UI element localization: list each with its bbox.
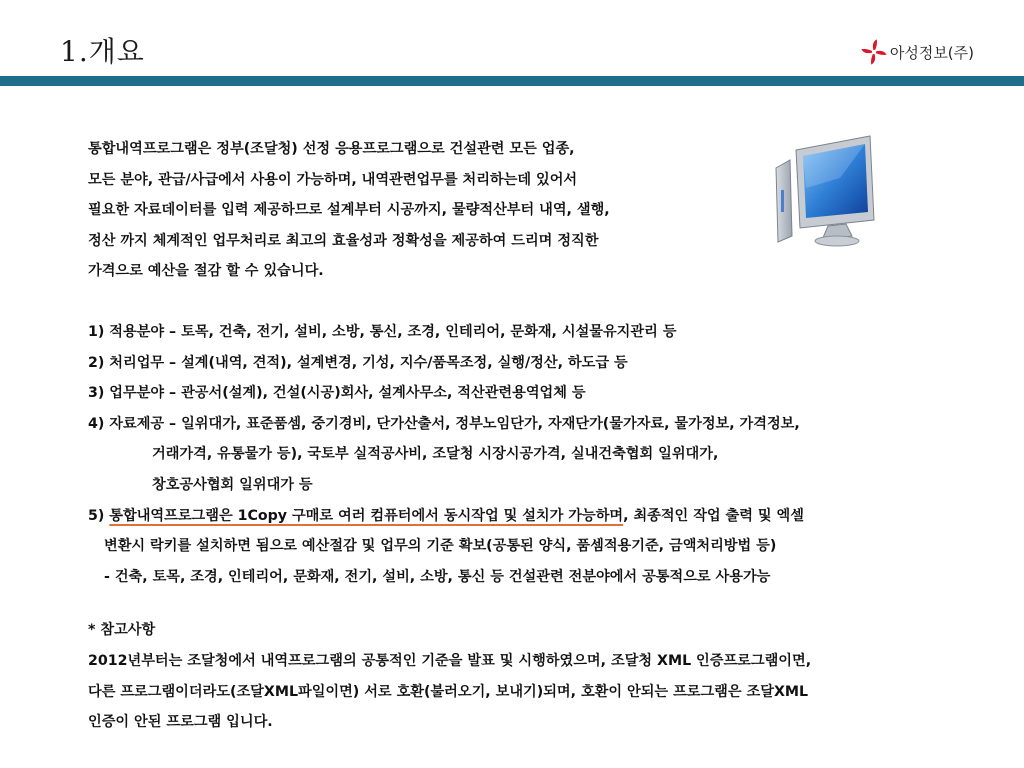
notes-heading: * 참고사항 xyxy=(88,622,156,639)
notes-line: 다른 프로그램이더라도(조달XML파일이면) 서로 호환(불러오기, 보내기)되며, 호환이 안되는 프로그램은 조달XML xyxy=(88,683,809,700)
list-item-4-cont: 창호공사협회 일위대가 등 xyxy=(152,476,313,493)
intro-line: 필요한 자료데이터를 입력 제공하므로 설계부터 시공까지, 물량적산부터 내역, 샐행, xyxy=(88,202,610,219)
company-logo xyxy=(860,38,974,66)
content xyxy=(88,134,988,738)
list-item-3: 3) 업무분야 – 관공서(설계), 건설(시공)회사, 설계사무소, 적산관련용역업체 등 xyxy=(88,385,586,402)
list-item-5-underlined: 통합내역프로그램은 1Copy 구매로 여러 컴퓨터에서 동시작업 및 설치가 가능하며 xyxy=(109,507,624,524)
list-item-2: 2) 처리업무 – 설계(내역, 견적), 설계변경, 기성, 지수/품목조정, 실행/정산, 하도급 등 xyxy=(88,354,628,371)
list-item-5 xyxy=(88,501,988,532)
notes-section xyxy=(88,615,988,737)
notes-line: 인증이 안된 프로그램 입니다. xyxy=(88,714,273,731)
header-bar xyxy=(0,76,1024,86)
slide-title: 1.개요 xyxy=(60,35,145,68)
intro-line: 통합내역프로그램은 정부(조달청) 선정 응용프로그램으로 건설관련 모든 업종, xyxy=(88,141,575,157)
list-item-1: 1) 적용분야 – 토목, 건축, 전기, 설비, 소방, 통신, 조경, 인테리어, 문화재, 시설물유지관리 등 xyxy=(88,323,677,340)
intro-line: 모든 분야, 관급/사급에서 사용이 가능하며, 내역관련업무를 처리하는데 있어서 xyxy=(88,171,578,188)
logo-text: 아성정보(주) xyxy=(889,43,974,62)
intro-line: 가격으로 예산을 절감 할 수 있습니다. xyxy=(88,263,324,280)
feature-list xyxy=(88,317,988,592)
list-item-5-sub: - 건축, 토목, 조경, 인테리어, 문화재, 전기, 설비, 소방, 통신 등 건설관련 전분야에서 공통적으로 사용가능 xyxy=(104,568,771,585)
list-item-4-cont: 거래가격, 유통물가 등), 국토부 실적공사비, 조달청 시장시공가격, 실내건축협회 일위대가, xyxy=(152,446,719,463)
list-item-5-prefix: 5) xyxy=(88,507,110,524)
list-item-5-rest: , 최종적인 작업 출력 및 엑셀 xyxy=(623,507,804,524)
intro-line: 정산 까지 체계적인 업무처리로 최고의 효율성과 정확성을 제공하여 드리며 정직한 xyxy=(88,232,599,249)
list-item-5-cont: 변환시 락키를 설치하면 됨으로 예산절감 및 업무의 기준 확보(공통된 양식, 품셈적용기준, 금액처리방법 등) xyxy=(104,538,777,555)
intro-paragraph xyxy=(88,134,988,287)
list-item-4: 4) 자료제공 – 일위대가, 표준품셈, 중기경비, 단가산출서, 정부노임단가, 자재단가(물가자료, 물가정보, 가격정보, xyxy=(88,415,800,432)
flower-logo-icon xyxy=(860,38,888,66)
notes-line: 2012년부터는 조달청에서 내역프로그램의 공통적인 기준을 발표 및 시행하였으며, 조달청 XML 인증프로그램이면, xyxy=(88,652,812,669)
